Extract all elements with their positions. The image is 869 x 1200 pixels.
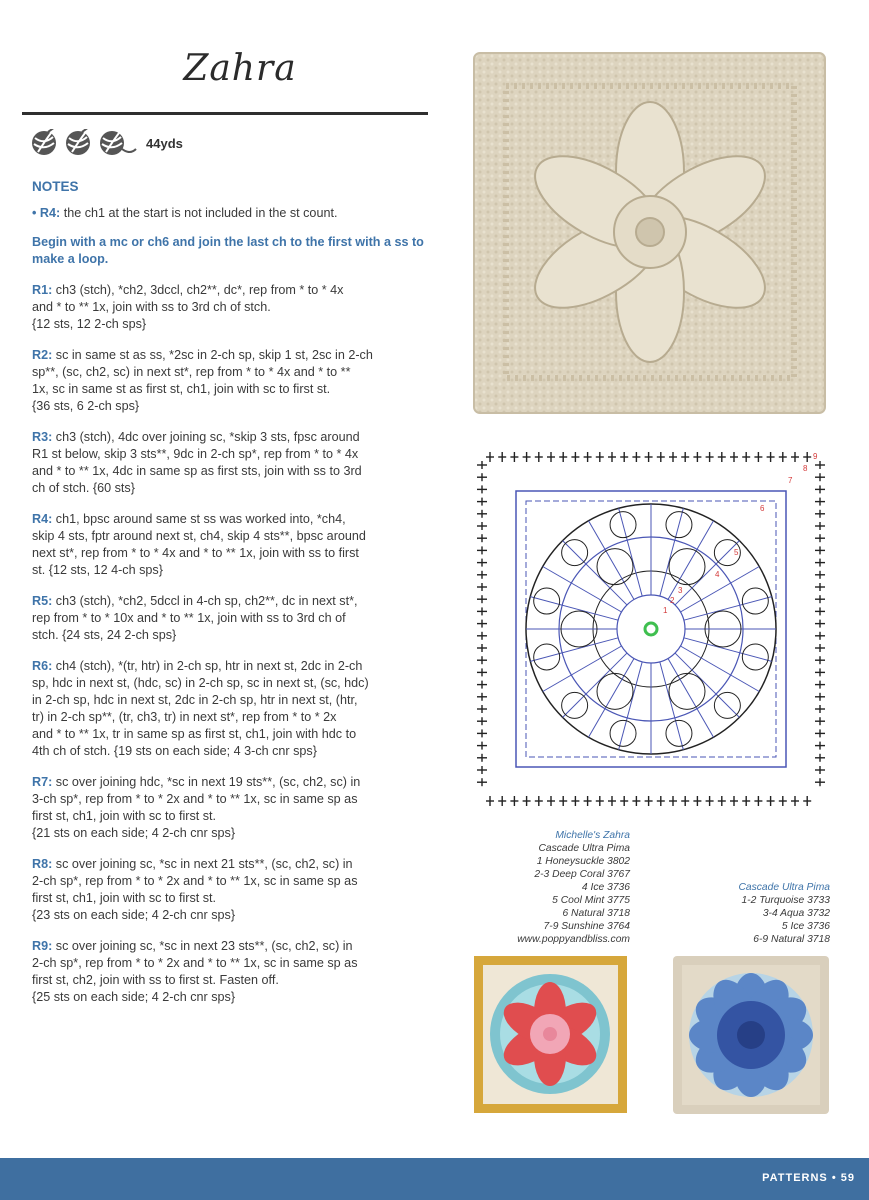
- round-line: [32, 463, 427, 480]
- round-line: [32, 873, 427, 890]
- round-text: first st, ch1, join with sc to first st.: [32, 891, 217, 905]
- round-line: [32, 791, 427, 808]
- round-line: [32, 890, 427, 907]
- credit-line: 4 Ice 3736: [581, 882, 630, 893]
- round-text: {12 sts, 12 2-ch sps}: [32, 317, 147, 331]
- note-text: the ch1 at the start is not included in the st count.: [60, 206, 338, 220]
- round-line: [32, 907, 427, 924]
- round-text: R1 st below, skip 3 sts**, 9dc in 2-ch sp*, rep from * to * 4x: [32, 447, 359, 461]
- chart-round-label: 7: [788, 476, 793, 485]
- round-line: [32, 347, 427, 364]
- credit-heading: Michelle's Zahra: [555, 830, 630, 841]
- yarn-ball-icon: [64, 129, 92, 157]
- chart-round-label: 9: [813, 452, 818, 461]
- credit-line: 5 Ice 3736: [781, 921, 830, 932]
- credit-line: 7-9 Sunshine 3764: [543, 921, 630, 932]
- round-line: [32, 545, 427, 562]
- round-text: 3-ch sp*, rep from * to * 2x and * to ** 1x, sc in same sp as: [32, 792, 358, 806]
- credit-line: Cascade Ultra Pima: [538, 843, 630, 854]
- round-instruction: [32, 282, 427, 333]
- round-text: {21 sts on each side; 4 2-ch cnr sps}: [32, 826, 236, 840]
- round-instruction: [32, 511, 427, 579]
- colorway-square-photo-yellow: [473, 955, 628, 1114]
- chart-round-label: 8: [803, 464, 808, 473]
- notes-heading: NOTES: [32, 179, 79, 194]
- round-line: [32, 316, 427, 333]
- round-text: sc over joining sc, *sc in next 21 sts**, (sc, ch2, sc) in: [52, 857, 353, 871]
- round-label: R2:: [32, 348, 53, 362]
- round-line: [32, 989, 427, 1006]
- round-instruction: [32, 938, 427, 1006]
- round-line: [32, 429, 427, 446]
- yardage-label: 44yds: [146, 135, 183, 151]
- round-line: [32, 856, 427, 873]
- round-line: [32, 480, 427, 497]
- round-instruction: [32, 774, 427, 842]
- footer-separator: •: [831, 1172, 841, 1184]
- round-line: [32, 808, 427, 825]
- round-text: tr) in 2-ch sp**, (tr, ch3, tr) in next st*, rep from * to * 2x: [32, 710, 337, 724]
- round-text: next st*, rep from * to * 4x and * to ** 1x, join with ss to first: [32, 546, 359, 560]
- round-line: [32, 528, 427, 545]
- round-text: in 2-ch sp, hdc in next st, 2dc in 2-ch sp, htr in next st, (htr,: [32, 693, 358, 707]
- round-line: [32, 972, 427, 989]
- round-text: and * to ** 1x, join with ss to 3rd ch of stch.: [32, 300, 271, 314]
- round-line: [32, 381, 427, 398]
- round-text: first st, ch1, join with sc to first st.: [32, 809, 217, 823]
- pattern-title: Zahra: [183, 48, 297, 89]
- pattern-text-column: [32, 178, 427, 1020]
- credit-website: www.poppyandbliss.com: [517, 934, 630, 945]
- round-text: sc over joining sc, *sc in next 23 sts**, (sc, ch2, sc) in: [52, 939, 353, 953]
- rounds-list: [32, 282, 427, 1006]
- round-text: 4th ch of stch. {19 sts on each side; 4 3-ch cnr sps}: [32, 744, 317, 758]
- round-instruction: [32, 593, 427, 644]
- round-text: {23 sts on each side; 4 2-ch cnr sps}: [32, 908, 236, 922]
- round-text: first st, ch2, join with ss to first st. Fasten off.: [32, 973, 279, 987]
- chart-round-label: 1: [663, 606, 668, 615]
- round-text: and * to ** 1x, tr in same sp as first st, ch1, join with hdc to: [32, 727, 357, 741]
- zahra-square-photo: [470, 50, 828, 415]
- round-label: R1:: [32, 283, 53, 297]
- round-text: rep from * to * 10x and * to ** 1x, join with ss to 3rd ch of: [32, 611, 346, 625]
- round-text: 2-ch sp*, rep from * to * 2x and * to ** 1x, sc in same sp as: [32, 874, 358, 888]
- round-label: R9:: [32, 939, 53, 953]
- round-text: sp**, (sc, ch2, sc) in next st*, rep from * to * 4x and * to **: [32, 365, 351, 379]
- round-text: ch3 (stch), *ch2, 5dccl in 4-ch sp, ch2**, dc in next st*,: [52, 594, 358, 608]
- credit-line: 1-2 Turquoise 3733: [741, 895, 830, 906]
- round-text: sc over joining hdc, *sc in next 19 sts**, (sc, ch2, sc) in: [52, 775, 361, 789]
- round-text: {25 sts on each side; 4 2-ch cnr sps}: [32, 990, 236, 1004]
- chart-round-label: 2: [670, 596, 675, 605]
- round-instruction: [32, 658, 427, 760]
- yarn-weight-row: [30, 127, 183, 159]
- round-text: stch. {24 sts, 24 2-ch sps}: [32, 628, 177, 642]
- credit-line: 5 Cool Mint 3775: [552, 895, 630, 906]
- crochet-chart-diagram: [468, 443, 834, 815]
- credit-line: 3-4 Aqua 3732: [762, 908, 830, 919]
- round-instruction: [32, 429, 427, 497]
- round-label: R7:: [32, 775, 53, 789]
- bullet-icon: •: [32, 206, 37, 220]
- footer-section: PATTERNS: [762, 1172, 828, 1184]
- round-line: [32, 743, 427, 760]
- credit-line: 1 Honeysuckle 3802: [536, 856, 630, 867]
- round-line: [32, 511, 427, 528]
- round-line: [32, 299, 427, 316]
- round-text: ch3 (stch), 4dc over joining sc, *skip 3 sts, fpsc around: [52, 430, 360, 444]
- round-text: ch4 (stch), *(tr, htr) in 2-ch sp, htr in next st, 2dc in 2-ch: [52, 659, 363, 673]
- chart-round-label: 4: [715, 570, 720, 579]
- round-text: ch3 (stch), *ch2, 3dccl, ch2**, dc*, rep from * to * 4x: [52, 283, 344, 297]
- credit-line: 6-9 Natural 3718: [753, 934, 830, 945]
- round-text: st. {12 sts, 12 4-ch sps}: [32, 563, 163, 577]
- round-text: {36 sts, 6 2-ch sps}: [32, 399, 140, 413]
- footer-section-page: [762, 1172, 855, 1184]
- credit-cascade-ultra-pima: [690, 881, 830, 946]
- round-line: [32, 562, 427, 579]
- round-text: 2-ch sp*, rep from * to * 2x and * to ** 1x, sc in same sp as: [32, 956, 358, 970]
- round-line: [32, 955, 427, 972]
- round-text: ch1, bpsc around same st ss was worked into, *ch4,: [52, 512, 346, 526]
- round-label: R3:: [32, 430, 53, 444]
- round-line: [32, 446, 427, 463]
- round-line: [32, 726, 427, 743]
- round-line: [32, 825, 427, 842]
- round-text: ch of stch. {60 sts}: [32, 481, 135, 495]
- round-instruction: [32, 856, 427, 924]
- chart-round-label: 5: [734, 548, 739, 557]
- round-line: [32, 282, 427, 299]
- round-text: 1x, sc in same st as first st, ch1, join with sc to first st.: [32, 382, 331, 396]
- round-line: [32, 593, 427, 610]
- round-text: sc in same st as ss, *2sc in 2-ch sp, skip 1 st, 2sc in 2-ch: [52, 348, 373, 362]
- colorway-square-photo-blue: [672, 955, 830, 1115]
- yarn-ball-strand-icon: [98, 129, 138, 157]
- chart-round-label: 3: [678, 586, 683, 595]
- round-line: [32, 692, 427, 709]
- round-line: [32, 709, 427, 726]
- credit-line: 2-3 Deep Coral 3767: [534, 869, 630, 880]
- round-label: R5:: [32, 594, 53, 608]
- round-label: R6:: [32, 659, 53, 673]
- chart-round-label: 6: [760, 504, 765, 513]
- round-line: [32, 610, 427, 627]
- begin-instruction: Begin with a mc or ch6 and join the last ch to the first with a ss to make a loop.: [32, 235, 424, 266]
- round-text: sp, hdc in next st, (hdc, sc) in 2-ch sp, sc in next st, (sc, hdc): [32, 676, 369, 690]
- round-text: and * to ** 1x, 4dc in same sp as first sts, join with ss to 3rd: [32, 464, 362, 478]
- round-line: [32, 398, 427, 415]
- page-number: 59: [840, 1172, 855, 1184]
- round-line: [32, 938, 427, 955]
- round-line: [32, 774, 427, 791]
- round-line: [32, 658, 427, 675]
- credit-line: 6 Natural 3718: [562, 908, 630, 919]
- yarn-ball-icon: [30, 129, 58, 157]
- round-line: [32, 675, 427, 692]
- note-label: R4:: [39, 206, 61, 220]
- round-text: skip 4 sts, fptr around next st, ch4, skip 4 sts**, bpsc around: [32, 529, 366, 543]
- credit-heading: Cascade Ultra Pima: [738, 882, 830, 893]
- note-item: [32, 205, 427, 222]
- round-label: R8:: [32, 857, 53, 871]
- round-line: [32, 364, 427, 381]
- credit-michelles-zahra: [470, 829, 630, 946]
- round-line: [32, 627, 427, 644]
- title-rule: [22, 112, 428, 115]
- page-footer: [0, 1158, 869, 1200]
- round-label: R4:: [32, 512, 53, 526]
- round-instruction: [32, 347, 427, 415]
